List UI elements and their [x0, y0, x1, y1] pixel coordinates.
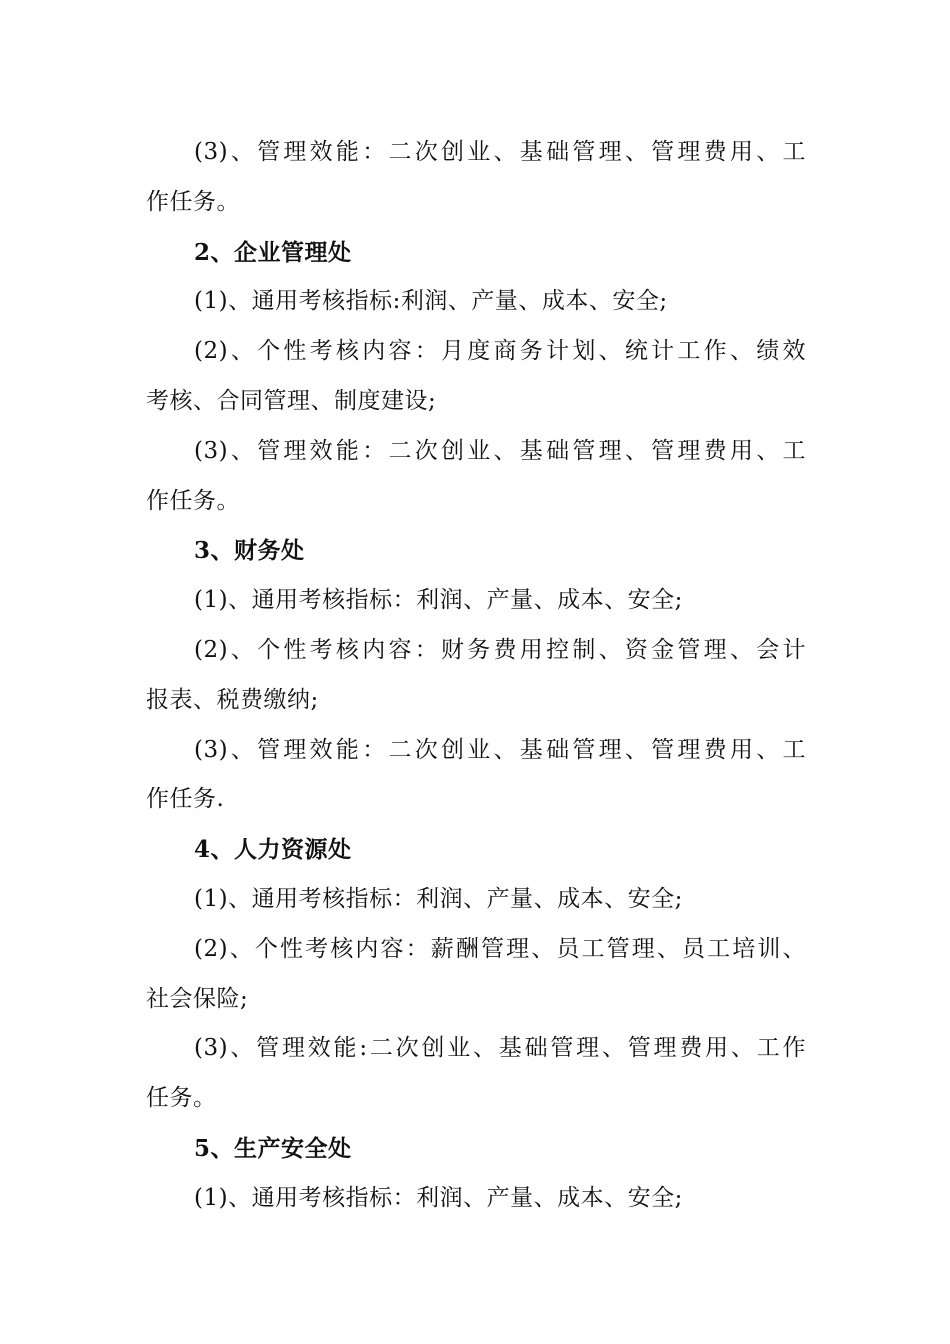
- paragraph-line: 社会保险;: [146, 985, 249, 1012]
- paragraph-line: 报表、税费缴纳;: [146, 686, 319, 713]
- section-heading: 4、人力资源处: [194, 836, 352, 864]
- paragraph-line: 作任务。: [146, 188, 240, 215]
- section-heading: 2、企业管理处: [194, 238, 352, 266]
- section-heading: 5、生产安全处: [194, 1134, 352, 1162]
- paragraph-line: 任务。: [146, 1085, 217, 1112]
- paragraph-line: 作任务。: [146, 487, 240, 514]
- paragraph-line: (1)、通用考核指标:利润、产量、成本、安全;: [194, 288, 668, 315]
- section-heading: 3、财务处: [194, 537, 305, 565]
- paragraph-line: (3)、管理效能：二次创业、基础管理、管理费用、工: [194, 139, 806, 165]
- paragraph-line: (2)、个性考核内容：财务费用控制、资金管理、会计: [194, 636, 806, 663]
- paragraph-line: (2)、个性考核内容：月度商务计划、统计工作、绩效: [194, 338, 806, 365]
- paragraph-line: (2)、个性考核内容：薪酬管理、员工管理、员工培训、: [194, 935, 806, 962]
- paragraph-line: (3)、管理效能：二次创业、基础管理、管理费用、工: [194, 736, 806, 763]
- document-body: [146, 128, 806, 1224]
- paragraph-line: (1)、通用考核指标：利润、产量、成本、安全;: [194, 885, 683, 912]
- paragraph-line: 作任务.: [146, 786, 225, 813]
- paragraph-line: (1)、通用考核指标：利润、产量、成本、安全;: [194, 1184, 683, 1211]
- paragraph-line: (1)、通用考核指标：利润、产量、成本、安全;: [194, 587, 683, 614]
- paragraph-line: 考核、合同管理、制度建设;: [146, 387, 437, 414]
- paragraph-line: (3)、管理效能：二次创业、基础管理、管理费用、工: [194, 437, 806, 464]
- paragraph-line: (3)、管理效能:二次创业、基础管理、管理费用、工作: [194, 1035, 806, 1062]
